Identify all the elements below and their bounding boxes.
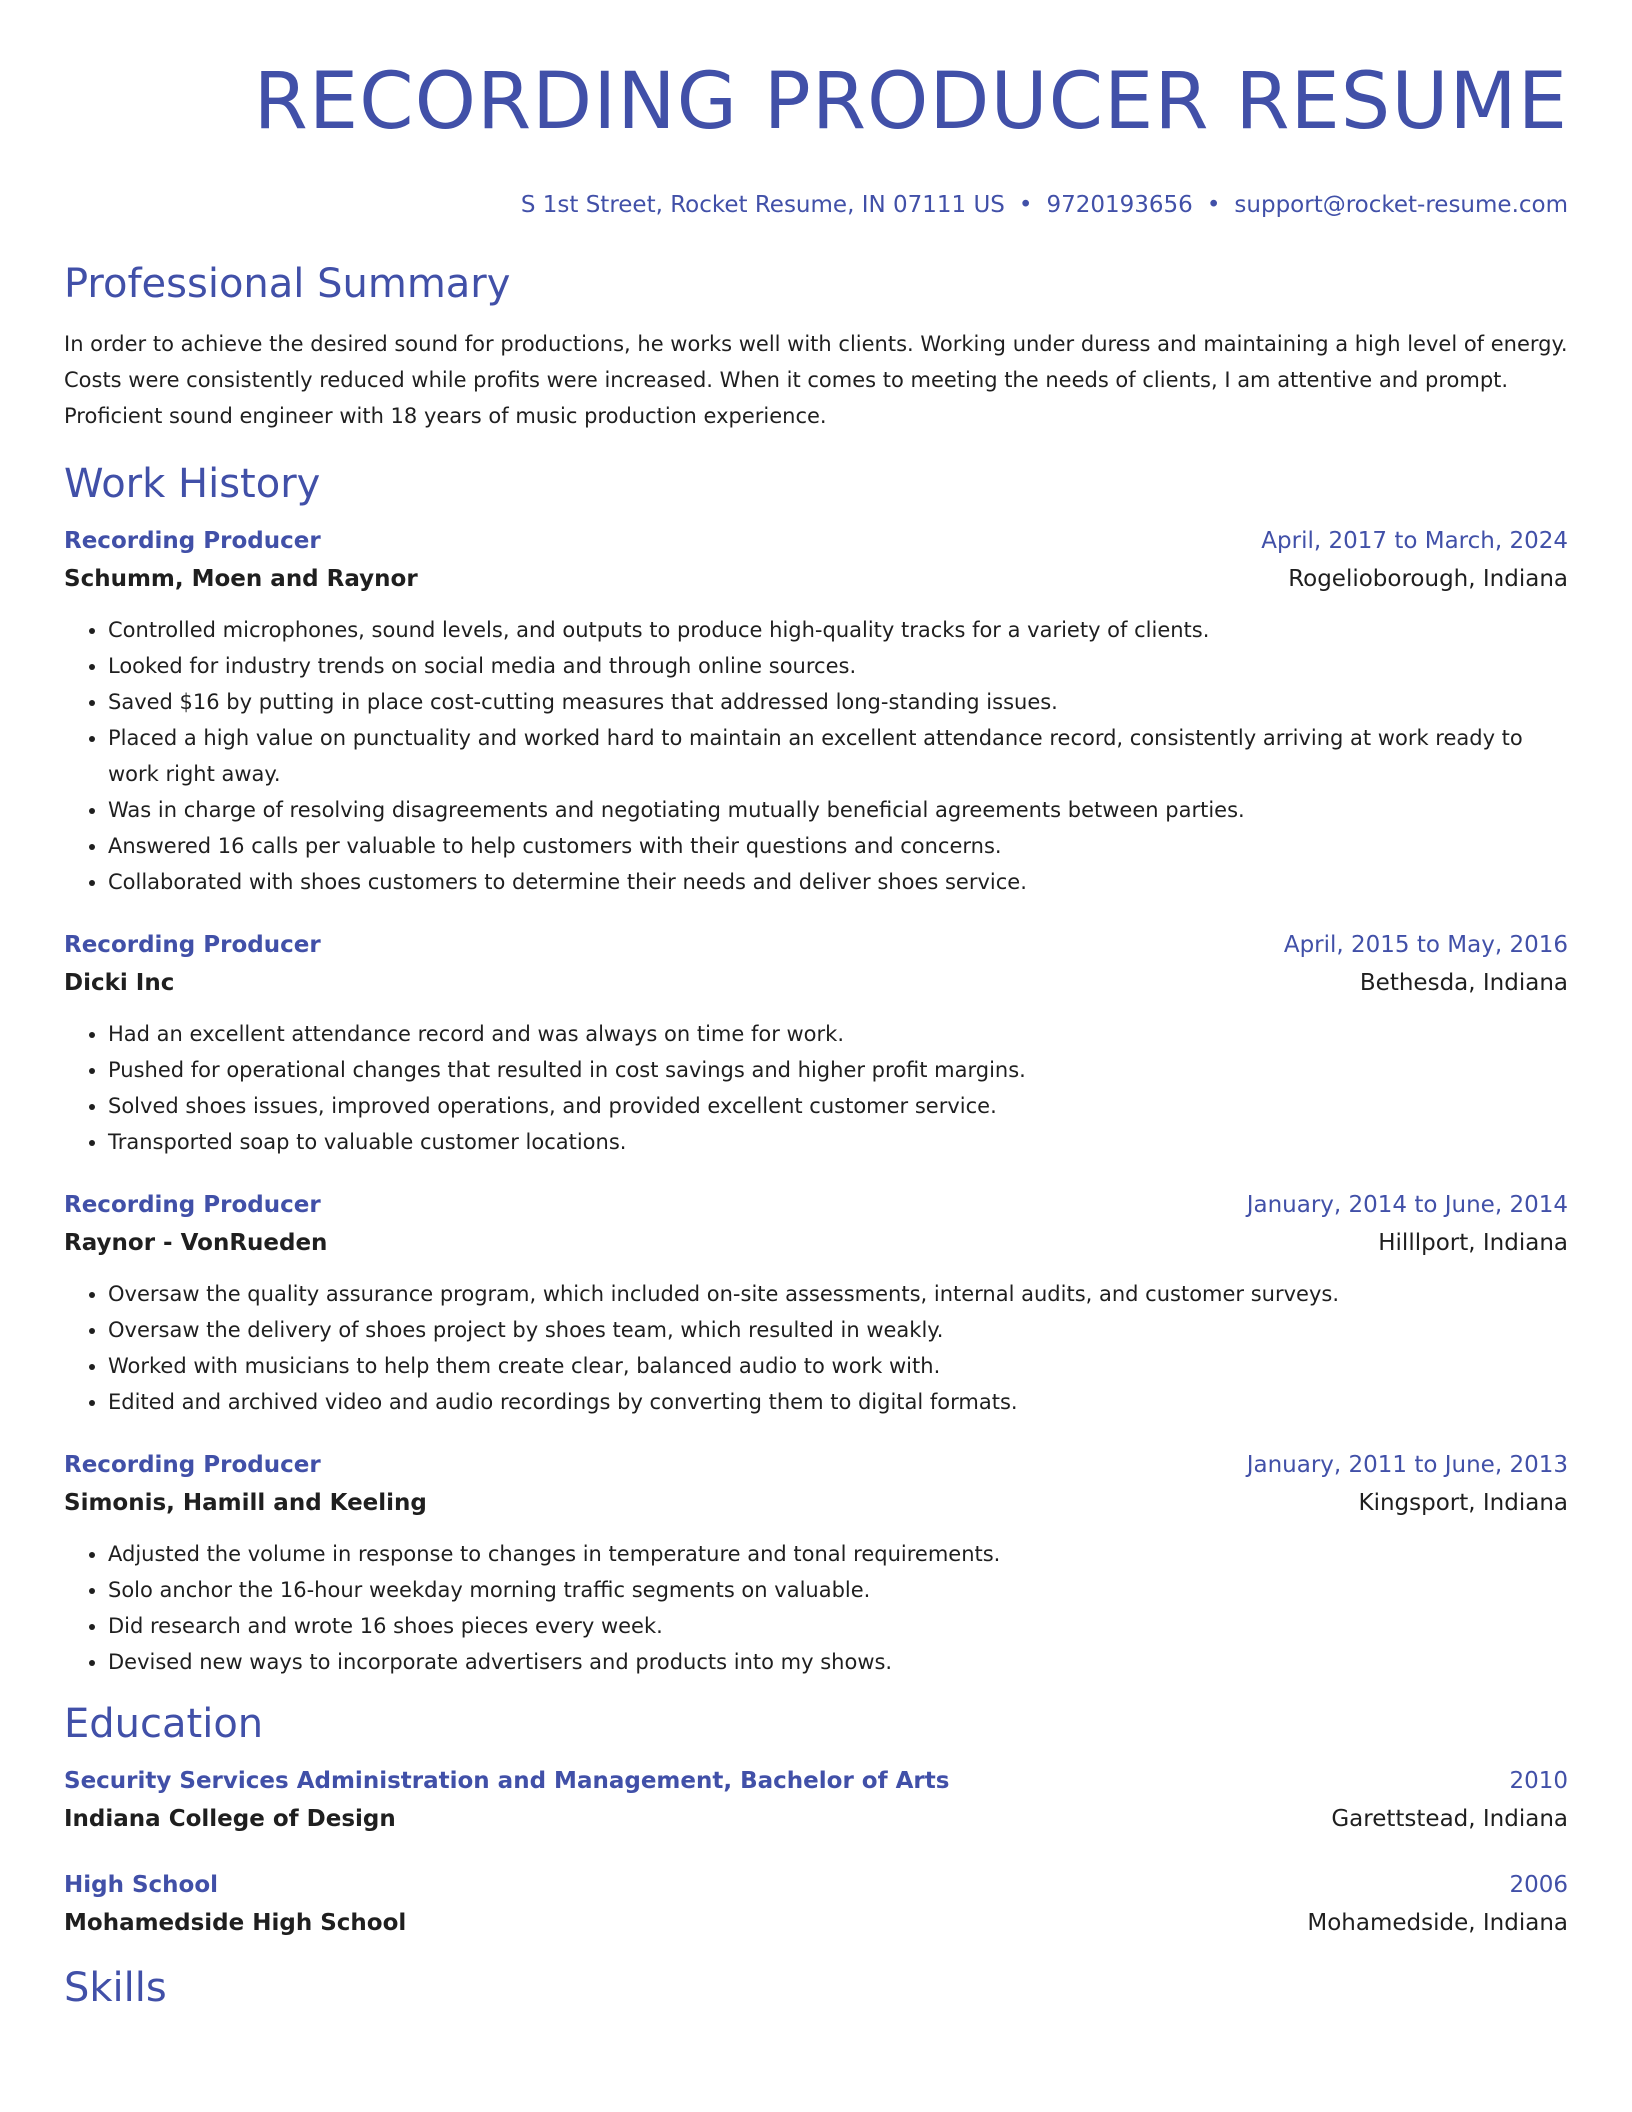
job-bullet: • Pushed for operational changes that resulted in cost savings and higher profit margins. xyxy=(108,1052,1568,1088)
education-header-row xyxy=(64,1866,1568,1904)
job-header-row xyxy=(64,1446,1568,1484)
job-location: Kingsport, Indiana xyxy=(1358,1490,1568,1516)
education-location: Garettstead, Indiana xyxy=(1331,1806,1568,1832)
job-bullet: • Worked with musicians to help them create clear, balanced audio to work with. xyxy=(108,1348,1568,1384)
job-location: Hilllport, Indiana xyxy=(1378,1230,1568,1256)
job-employer-row xyxy=(64,1484,1568,1522)
contact-line xyxy=(64,190,1568,220)
job-entry xyxy=(64,522,1568,900)
job-title: Recording Producer xyxy=(64,528,321,554)
job-dates: April, 2017 to March, 2024 xyxy=(1261,528,1568,554)
contact-separator: • xyxy=(1206,192,1221,218)
job-header-row xyxy=(64,522,1568,560)
job-bullet: • Was in charge of resolving disagreements and negotiating mutually beneficial agreements between parties. xyxy=(108,792,1568,828)
job-entry xyxy=(64,1186,1568,1420)
job-title: Recording Producer xyxy=(64,932,321,958)
education-location: Mohamedside, Indiana xyxy=(1307,1910,1568,1936)
contact-address: S 1st Street, Rocket Resume, IN 07111 US xyxy=(520,192,1005,218)
job-bullet: • Had an excellent attendance record and was always on time for work. xyxy=(108,1016,1568,1052)
job-bullet: • Transported soap to valuable customer locations. xyxy=(108,1124,1568,1160)
education-school-row xyxy=(64,1904,1568,1942)
job-location: Bethesda, Indiana xyxy=(1359,970,1568,996)
job-bullet: • Oversaw the delivery of shoes project by shoes team, which resulted in weakly. xyxy=(108,1312,1568,1348)
education-school-row xyxy=(64,1800,1568,1838)
education-header-row xyxy=(64,1762,1568,1800)
education-year: 2010 xyxy=(1509,1768,1568,1794)
contact-email: support@rocket-resume.com xyxy=(1234,192,1568,218)
job-bullet: • Solved shoes issues, improved operations, and provided excellent customer service. xyxy=(108,1088,1568,1124)
job-bullets xyxy=(64,1276,1568,1420)
resume-title: RECORDING PRODUCER RESUME xyxy=(253,57,1568,147)
education-heading: Education xyxy=(64,1701,264,1747)
work-history-heading: Work History xyxy=(64,461,321,507)
job-employer: Schumm, Moen and Raynor xyxy=(64,566,418,592)
education-school: Mohamedside High School xyxy=(64,1910,407,1936)
education-degree: High School xyxy=(64,1872,219,1898)
job-employer: Raynor - VonRueden xyxy=(64,1230,328,1256)
education-school: Indiana College of Design xyxy=(64,1806,396,1832)
job-header-row xyxy=(64,1186,1568,1224)
job-employer-row xyxy=(64,964,1568,1002)
job-employer: Dicki Inc xyxy=(64,970,175,996)
job-bullet: • Adjusted the volume in response to changes in temperature and tonal requirements. xyxy=(108,1536,1568,1572)
job-employer-row xyxy=(64,1224,1568,1262)
skills-heading: Skills xyxy=(64,1965,167,2011)
job-bullet: • Collaborated with shoes customers to determine their needs and deliver shoes service. xyxy=(108,864,1568,900)
job-bullets xyxy=(64,1016,1568,1160)
job-header-row xyxy=(64,926,1568,964)
job-bullets xyxy=(64,612,1568,900)
education-entry xyxy=(64,1762,1568,1838)
contact-separator: • xyxy=(1018,192,1033,218)
job-entry xyxy=(64,1446,1568,1680)
job-dates: January, 2014 to June, 2014 xyxy=(1246,1192,1568,1218)
job-bullet: • Placed a high value on punctuality and worked hard to maintain an excellent attendance record, consistently arriving at work ready to work right away. xyxy=(108,720,1568,792)
job-employer: Simonis, Hamill and Keeling xyxy=(64,1490,427,1516)
job-bullet: • Devised new ways to incorporate advertisers and products into my shows. xyxy=(108,1644,1568,1680)
summary-text: In order to achieve the desired sound for productions, he works well with clients. Working under duress and maintaining a high level of energy. Costs were consistently reduced while profits were increased. When it comes to meeting the needs of clients, I am attentive and prompt. Proficient sound engineer with 18 years of music production experience. xyxy=(64,332,1568,428)
education-entry xyxy=(64,1866,1568,1942)
job-dates: January, 2011 to June, 2013 xyxy=(1246,1452,1568,1478)
job-entry xyxy=(64,926,1568,1160)
job-bullet: • Saved $16 by putting in place cost-cutting measures that addressed long-standing issues. xyxy=(108,684,1568,720)
education-degree: Security Services Administration and Management, Bachelor of Arts xyxy=(64,1768,950,1794)
job-location: Rogelioborough, Indiana xyxy=(1288,566,1568,592)
job-bullet: • Looked for industry trends on social media and through online sources. xyxy=(108,648,1568,684)
job-title: Recording Producer xyxy=(64,1192,321,1218)
job-title: Recording Producer xyxy=(64,1452,321,1478)
job-bullet: • Oversaw the quality assurance program, which included on-site assessments, internal audits, and customer surveys. xyxy=(108,1276,1568,1312)
job-employer-row xyxy=(64,560,1568,598)
job-bullet: • Solo anchor the 16-hour weekday morning traffic segments on valuable. xyxy=(108,1572,1568,1608)
job-bullet: • Answered 16 calls per valuable to help customers with their questions and concerns. xyxy=(108,828,1568,864)
job-bullet: • Controlled microphones, sound levels, and outputs to produce high-quality tracks for a variety of clients. xyxy=(108,612,1568,648)
job-bullet: • Edited and archived video and audio recordings by converting them to digital formats. xyxy=(108,1384,1568,1420)
summary-heading: Professional Summary xyxy=(64,261,511,307)
job-dates: April, 2015 to May, 2016 xyxy=(1283,932,1568,958)
education-year: 2006 xyxy=(1509,1872,1568,1898)
job-bullet: • Did research and wrote 16 shoes pieces every week. xyxy=(108,1608,1568,1644)
contact-phone: 9720193656 xyxy=(1046,192,1193,218)
job-bullets xyxy=(64,1536,1568,1680)
